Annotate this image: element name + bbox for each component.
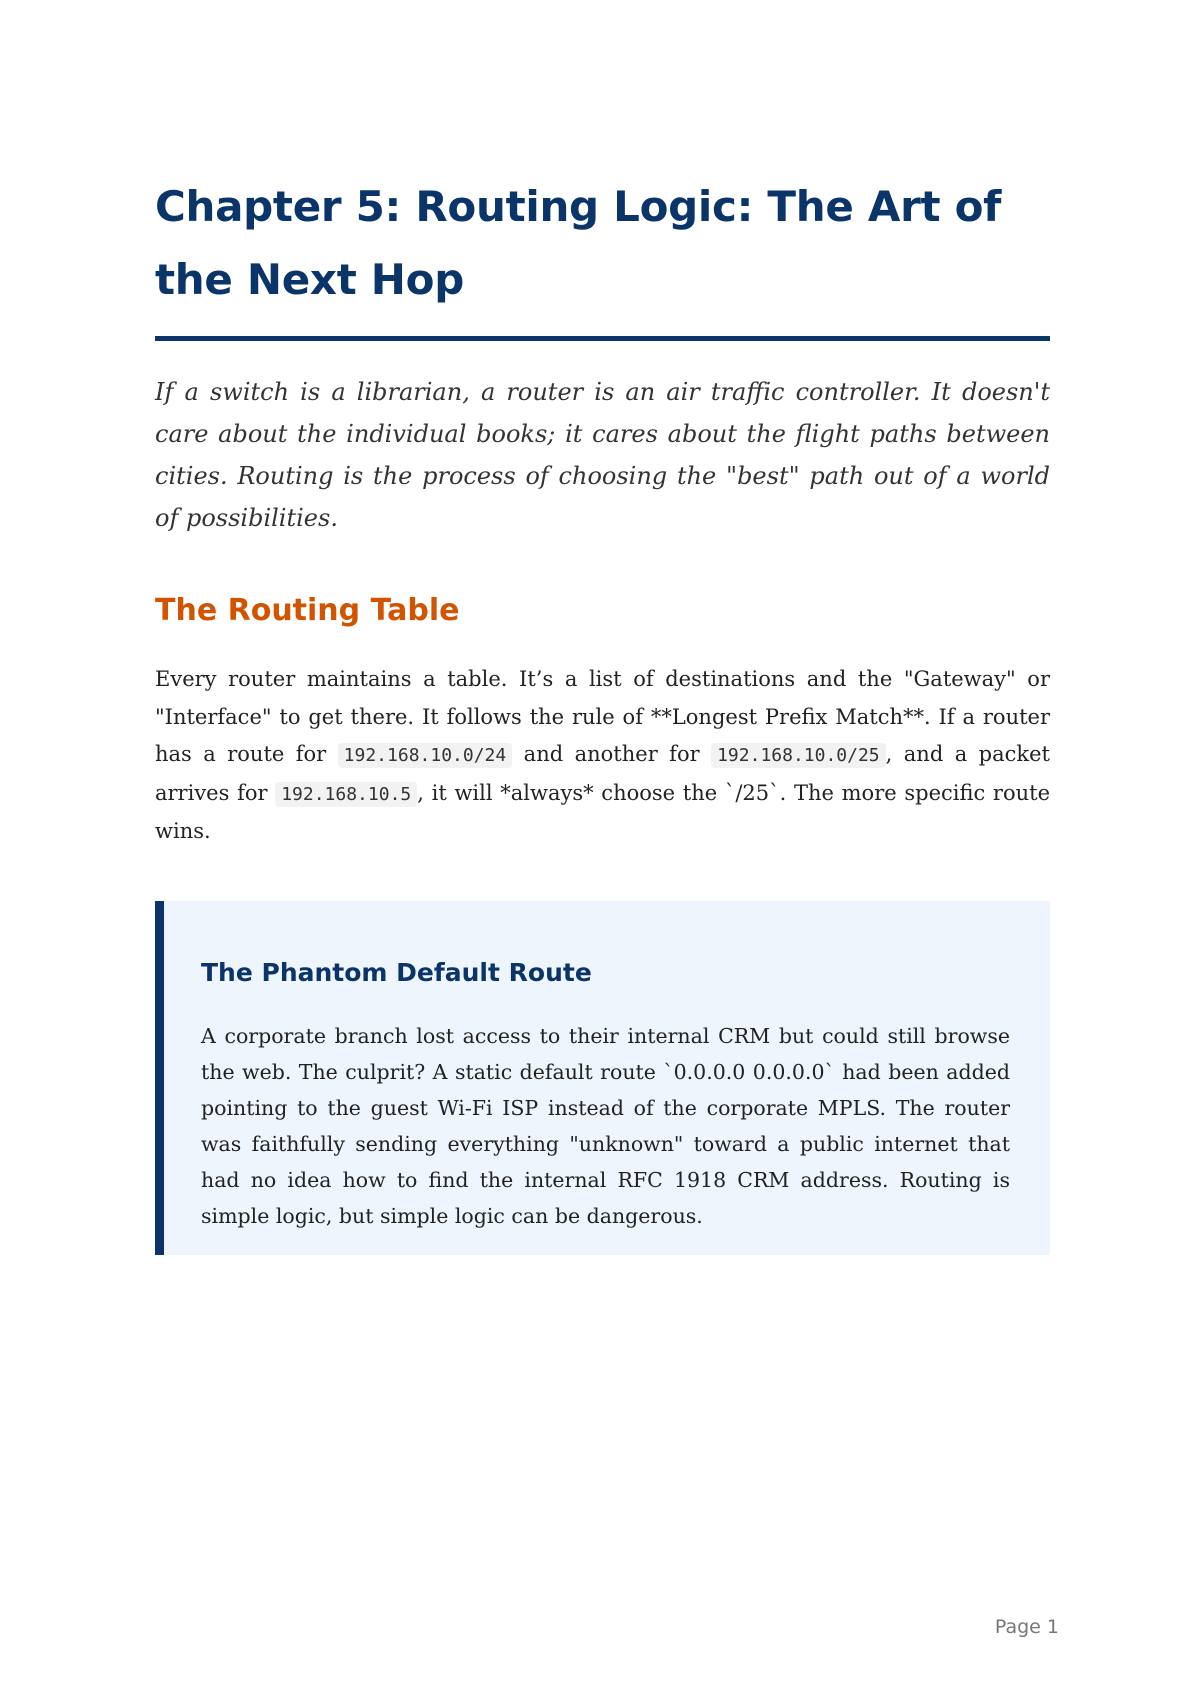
section-heading: The Routing Table [155,593,460,628]
inline-code-route-24: 192.168.10.0/24 [338,743,513,768]
page-content [155,170,1050,1255]
paragraph-text: and another for [512,742,712,766]
title-divider [155,336,1050,341]
routing-table-paragraph [155,661,1050,851]
intro-paragraph: If a switch is a librarian, a router is an air traffic controller. It doesn't care about the individual books; it cares about the flight paths between cities. Routing is the process of choosing the "best" path out of a world of possibilities. [155,378,1050,532]
callout-text: A corporate branch lost access to their internal CRM but could still browse the web. The culprit? A static default route `0.0.0.0 0.0.0.0` had been added pointing to the guest Wi-Fi ISP instead of the corporate MPLS. The router was faithfully sending everything "unknown" toward a public internet that had no idea how to find the internal RFC 1918 CRM address. Routing is simple logic, but simple logic can be dangerous. [201,1023,1010,1228]
callout-box [155,901,1050,1255]
inline-code-packet-address: 192.168.10.5 [275,782,417,807]
inline-code-route-25: 192.168.10.0/25 [711,743,886,768]
page-number: Page 1 [994,1616,1059,1638]
paragraph-text: Every router maintains a table. It’s a list of destinations and the "Gateway" or "Interface" to get there. It follows the rule of **Longest Prefix Match**. If a router has a route for [155,667,1050,766]
chapter-title: Chapter 5: Routing Logic: The Art of the Next Hop [155,182,1002,304]
callout-title: The Phantom Default Route [201,957,592,987]
paragraph-text: , and a packet arrives for [155,742,1050,805]
paragraph-text: , it will *always* choose the `/25`. The more specific route wins. [155,780,1050,843]
